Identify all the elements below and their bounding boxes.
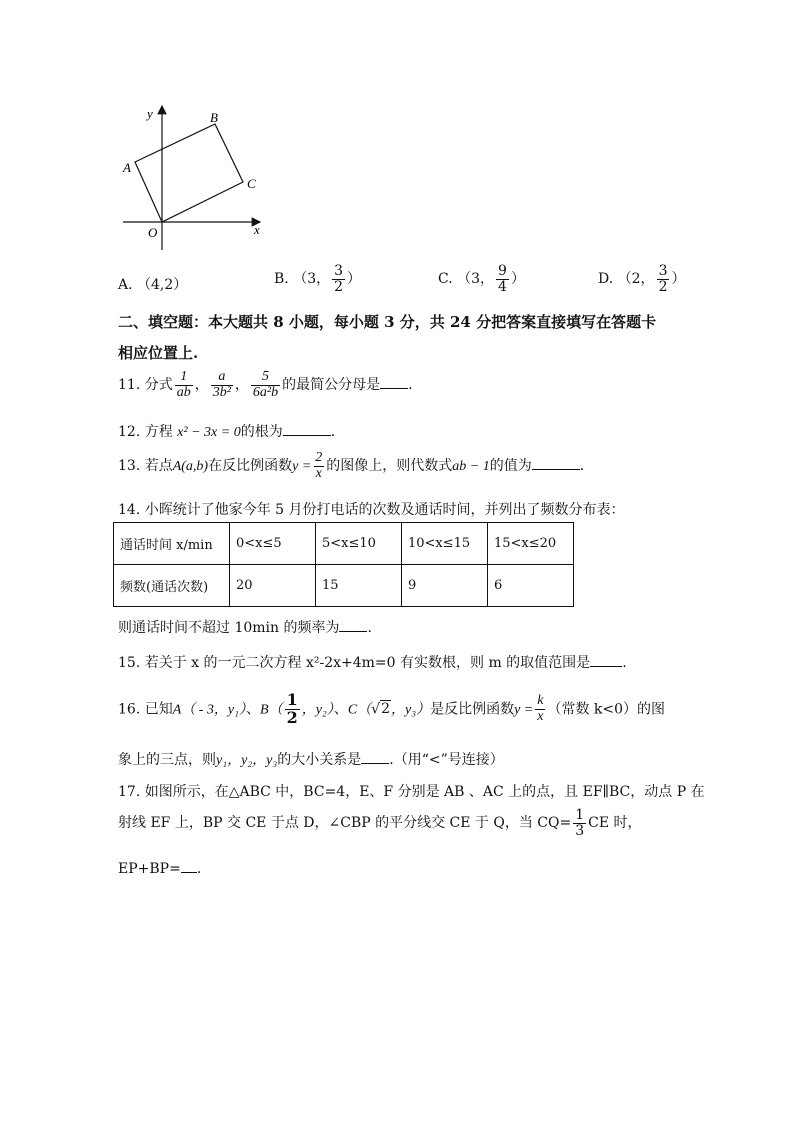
table-cell: 15 (316, 565, 402, 607)
q11-sep1: ， (194, 377, 209, 394)
q11-fraction-2 (211, 370, 233, 400)
q12-end: . (330, 424, 336, 440)
q17-fraction (573, 808, 586, 838)
question-12 (118, 421, 335, 441)
option-C-prefix: C. (438, 271, 453, 288)
label-A: A (123, 160, 131, 175)
question-17-line2 (118, 808, 642, 838)
option-B-fraction (332, 264, 345, 294)
q13-function: y = (292, 459, 312, 475)
q11-fraction-3 (251, 370, 280, 400)
table-row (114, 523, 574, 565)
table-cell: 6 (488, 565, 574, 607)
q11-f2-num: a (218, 369, 226, 384)
q13-text4: 的值为 (489, 458, 532, 475)
q11-fraction-1 (175, 370, 193, 400)
q13-fraction-den: x (315, 465, 322, 481)
q11-sep2: ， (234, 377, 249, 394)
label-origin: O (148, 225, 158, 240)
rectangle-OABC (135, 124, 243, 222)
q13-fraction (313, 451, 324, 481)
q13-expression: ab − 1 (452, 459, 490, 475)
q17-line3: EP+BP= (118, 861, 181, 877)
q16-number: 16. (118, 701, 141, 718)
q17-line1: 如图所示，在△ABC 中，BC=4，E、F 分别是 AB 、AC 上的点，且 EF∥BC，动点 P 在 (144, 784, 705, 800)
option-D-den: 2 (658, 278, 668, 295)
option-B-den: 2 (334, 278, 344, 295)
q16-line2b: 的大小关系是 (277, 752, 362, 768)
option-B-prefix: B. (274, 271, 289, 288)
question-13 (118, 451, 584, 481)
label-B: B (210, 110, 218, 125)
q13-point: A(a,b) (172, 459, 209, 475)
q15-text: 若关于 x 的一元二次方程 x²-2x+4m=0 有实数根，则 m 的取值范围是 (144, 655, 591, 671)
q16-k-num: k (537, 693, 544, 709)
option-D-num: 3 (658, 263, 668, 279)
q13-text3: 的图像上，则代数式 (326, 458, 453, 475)
q16-B-den: 2 (286, 707, 298, 727)
q15-number: 15. (118, 655, 141, 671)
option-C (438, 264, 525, 294)
q16-answer-blank[interactable] (361, 749, 389, 764)
option-A (118, 274, 187, 294)
q12-number: 12. (118, 424, 141, 440)
q16-sep1: 、 (246, 701, 261, 718)
q17-end: . (196, 861, 202, 877)
option-A-prefix: A. (118, 277, 133, 293)
option-C-num: 9 (498, 263, 507, 279)
table-cell: 5<x≤10 (316, 523, 402, 565)
q16-point-C-close: ，y₃） (391, 702, 431, 718)
q16-point-A: A（ - 3，y₁） (172, 702, 247, 718)
question-16-line1 (118, 692, 665, 727)
q11-f3-num: 5 (262, 369, 270, 384)
option-B-num: 3 (334, 263, 344, 279)
q11-answer-blank[interactable] (380, 374, 408, 389)
q16-sqrt-value: 2 (381, 701, 390, 718)
q12-equation: x² − 3x = 0 (177, 425, 241, 440)
question-16-line2 (118, 749, 504, 769)
q14-end: . (367, 620, 372, 636)
option-B-open: （3， (293, 271, 331, 288)
q16-text3: （常数 k<0）的图 (547, 701, 666, 718)
q13-number: 13. (118, 458, 141, 475)
q16-vars: y₁，y₂，y₃ (216, 753, 278, 768)
option-D (598, 264, 685, 294)
option-D-close: ） (671, 271, 686, 288)
table-cell: 频数(通话次数) (114, 565, 230, 607)
q11-text1: 分式 (144, 377, 173, 394)
q16-k-fraction (535, 694, 545, 724)
q16-k-den: x (537, 708, 544, 724)
section-heading-line1: 二、填空题：本大题共 8 小题，每小题 3 分，共 24 分把答案直接填写在答题卡 (118, 313, 657, 331)
q16-sqrt: √2 (371, 701, 390, 718)
option-D-open: （2， (617, 271, 655, 288)
q11-end: . (408, 377, 413, 394)
q14-after-text: 则通话时间不超过 10min 的频率为 (118, 620, 340, 636)
q16-line2c: .（用“<”号连接） (389, 752, 504, 768)
frequency-table (113, 522, 574, 607)
question-15 (118, 652, 627, 672)
q11-f1-num: 1 (180, 369, 188, 384)
question-17-line1 (118, 781, 705, 801)
q16-B-num: 1 (286, 690, 298, 709)
option-D-prefix: D. (598, 271, 614, 288)
question-11 (118, 370, 413, 400)
q16-line2a: 象上的三点，则 (118, 752, 216, 768)
q13-end: . (579, 458, 585, 475)
q16-point-C-open: C（ (347, 702, 372, 718)
q14-text: 小晖统计了他家今年 5 月份打电话的次数及通话时间，并列出了频数分布表： (144, 502, 625, 518)
coordinate-figure (115, 98, 275, 258)
q16-B-fraction (285, 692, 300, 727)
option-C-open: （3， (457, 271, 495, 288)
table-cell: 20 (230, 565, 316, 607)
label-x: x (254, 222, 260, 237)
q17-line2b: CE 时， (588, 815, 642, 832)
option-D-fraction (657, 264, 670, 294)
q17-number: 17. (118, 784, 141, 800)
question-14 (118, 499, 625, 519)
q15-answer-blank[interactable] (590, 652, 622, 667)
q16-sep2: 、 (333, 701, 348, 718)
q12-answer-blank[interactable] (283, 421, 331, 436)
table-cell: 10<x≤15 (402, 523, 488, 565)
question-14-followup (118, 617, 372, 637)
q13-text1: 若点 (144, 458, 173, 475)
table-cell: 0<x≤5 (230, 523, 316, 565)
table-cell: 15<x≤20 (488, 523, 574, 565)
q16-point-B-close: ，y₂） (301, 702, 334, 718)
q15-end: . (622, 655, 627, 671)
q11-f3-den: 6a²b (252, 384, 279, 400)
q12-text2: 的根为 (240, 424, 283, 440)
q13-text2: 在反比例函数 (208, 458, 293, 475)
q12-text1: 方程 (144, 424, 173, 440)
option-A-text: （4,2） (137, 277, 188, 293)
option-C-close: ） (510, 271, 525, 288)
q13-answer-blank[interactable] (532, 455, 580, 470)
option-C-fraction (496, 264, 509, 294)
q17-answer-blank[interactable] (181, 858, 197, 873)
option-B (274, 264, 361, 294)
q14-number: 14. (118, 502, 141, 518)
q16-text2: 是反比例函数 (430, 701, 515, 718)
q17-line2a: 射线 EF 上，BP 交 CE 于点 D，∠CBP 的平分线交 CE 于 Q，当 CQ= (118, 815, 572, 832)
q17-fraction-num: 1 (575, 807, 585, 823)
table-cell: 9 (402, 565, 488, 607)
q17-fraction-den: 3 (575, 822, 585, 839)
table-row (114, 565, 574, 607)
q11-f2-den: 3b² (212, 384, 231, 400)
option-C-den: 4 (498, 278, 507, 295)
q16-function: y = (514, 702, 534, 718)
q16-text1: 已知 (144, 701, 173, 718)
q16-point-B-open: B（ (260, 702, 283, 718)
label-C: C (247, 176, 256, 191)
section-heading-line2: 相应位置上. (118, 344, 199, 362)
q13-fraction-num: 2 (315, 450, 323, 465)
label-y: y (147, 106, 153, 121)
question-17-line3 (118, 858, 201, 877)
q11-text2: 的最简公分母是 (282, 377, 381, 394)
q11-number: 11. (118, 377, 141, 394)
option-B-close: ） (347, 271, 362, 288)
q11-f1-den: ab (176, 384, 191, 400)
table-cell: 通话时间 x/min (114, 523, 230, 565)
q14-answer-blank[interactable] (339, 617, 367, 632)
